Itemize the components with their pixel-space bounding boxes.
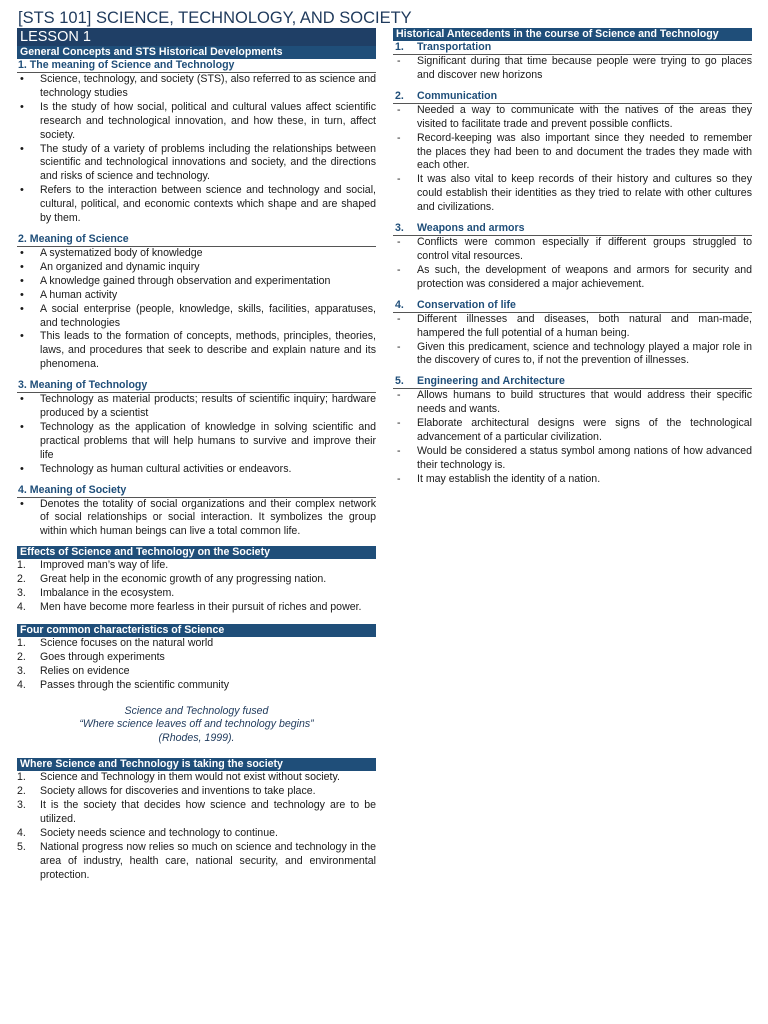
general-concepts-heading: General Concepts and STS Historical Developments xyxy=(17,46,376,59)
characteristics-list xyxy=(17,637,376,693)
bullet-list-technology xyxy=(17,393,376,476)
dash-list-engineering xyxy=(393,389,752,486)
lesson-heading: LESSON 1 xyxy=(17,28,376,46)
historical-antecedents-heading: Historical Antecedents in the course of Science and Technology xyxy=(393,28,752,41)
list-item: • Refers to the interaction between science and technology and social, cultural, political, and economic contexts which shape and are shaped by them. xyxy=(17,184,376,226)
list-item: 2. Goes through experiments xyxy=(17,650,165,663)
bullet-list-science xyxy=(17,247,376,372)
list-item: • The study of a variety of problems including the relationships between scientific and technological innovations and society, and the directions and risks of science and technology. xyxy=(17,143,376,185)
list-item: - It was also vital to keep records of their history and cultures so they could establish their identities as they tried to relate with other cultures and civilizations. xyxy=(393,173,752,215)
list-item: 1. Science focuses on the natural world xyxy=(17,636,214,649)
list-item: - Record-keeping was also important since they needed to remember the places they had been to and document the trades they made with each other. xyxy=(393,132,752,174)
list-item: - Would be considered a status symbol among nations of how advanced their technology is. xyxy=(393,445,752,473)
where-list xyxy=(17,771,376,882)
quote-block xyxy=(17,705,376,747)
effects-list xyxy=(17,559,376,615)
list-item: • A knowledge gained through observation and experimentation xyxy=(17,275,376,289)
list-item: • A systematized body of knowledge xyxy=(17,247,376,261)
list-item: - Needed a way to communicate with the natives of the areas they visited to facilitate trade and prevent possible conflicts. xyxy=(393,104,752,132)
list-item: 4. Society needs science and technology to continue. xyxy=(17,826,278,839)
section-heading-weapons: 3. Weapons and armors xyxy=(393,222,752,236)
list-item: 1. Improved man’s way of life. xyxy=(17,559,169,572)
list-item: • This leads to the formation of concepts, methods, principles, theories, laws, and procedures that seek to describe and explain nature and its phenomena. xyxy=(17,330,376,372)
effects-heading: Effects of Science and Technology on the Society xyxy=(17,546,376,559)
where-heading: Where Science and Technology is taking the society xyxy=(17,758,376,771)
left-column xyxy=(17,28,376,883)
list-item: - As such, the development of weapons and armors for security and protection was considered a major achievement. xyxy=(393,264,752,292)
list-item: - Different illnesses and diseases, both natural and man-made, hampered the full potential of a human being. xyxy=(393,313,752,341)
list-item: 5. National progress now relies so much on science and technology in the area of industry, health care, national security, and environmental protection. xyxy=(17,840,376,881)
list-item: • Technology as the application of knowledge in solving scientific and practical problems that will help humans to survive and improve their life xyxy=(17,421,376,463)
section-heading-communication: 2. Communication xyxy=(393,90,752,104)
section-heading-science-technology: 1. The meaning of Science and Technology xyxy=(17,59,376,73)
right-column xyxy=(393,28,752,487)
page-title: [STS 101] SCIENCE, TECHNOLOGY, AND SOCIETY xyxy=(18,9,412,27)
dash-list-communication xyxy=(393,104,752,215)
bullet-list-society xyxy=(17,498,376,540)
list-item: • An organized and dynamic inquiry xyxy=(17,261,376,275)
list-item: 2. Society allows for discoveries and inventions to take place. xyxy=(17,785,316,798)
list-item: 3. It is the society that decides how science and technology are to be utilized. xyxy=(17,799,376,825)
list-item: 4. Passes through the scientific community xyxy=(17,678,230,691)
list-item: 3. Relies on evidence xyxy=(17,664,130,677)
list-item: - It may establish the identity of a nation. xyxy=(393,473,752,487)
list-item: • Denotes the totality of social organizations and their complex network of social relationships or social interaction. It symbolizes the group within which human beings can live a total common life. xyxy=(17,498,376,540)
dash-list-conservation xyxy=(393,313,752,369)
section-heading-technology: 3. Meaning of Technology xyxy=(17,379,376,393)
list-item: - Given this predicament, science and technology played a major role in the discovery of cures to, if not the prevention of illnesses. xyxy=(393,341,752,369)
characteristics-heading: Four common characteristics of Science xyxy=(17,624,376,637)
dash-list-transportation xyxy=(393,55,752,83)
quote-citation: (Rhodes, 1999). xyxy=(158,732,235,745)
list-item: - Significant during that time because people were trying to go places and discover new horizons xyxy=(393,55,752,83)
section-heading-society: 4. Meaning of Society xyxy=(17,484,376,498)
list-item: 2. Great help in the economic growth of any progressing nation. xyxy=(17,573,327,586)
section-heading-conservation: 4. Conservation of life xyxy=(393,299,752,313)
bullet-list-sts xyxy=(17,73,376,226)
section-heading-transportation: 1. Transportation xyxy=(393,41,752,55)
list-item: 3. Imbalance in the ecosystem. xyxy=(17,587,175,600)
list-item: - Elaborate architectural designs were signs of the technological advancement of a particular civilization. xyxy=(393,417,752,445)
list-item: • A human activity xyxy=(17,289,376,303)
list-item: - Allows humans to build structures that would address their specific needs and wants. xyxy=(393,389,752,417)
section-heading-science: 2. Meaning of Science xyxy=(17,233,376,247)
list-item: • A social enterprise (people, knowledge, skills, facilities, apparatuses, and technologies xyxy=(17,303,376,331)
quote-line: “Where science leaves off and technology begins” xyxy=(79,718,314,731)
list-item: • Science, technology, and society (STS), also referred to as science and technology studies xyxy=(17,73,376,101)
dash-list-weapons xyxy=(393,236,752,292)
list-item: • Is the study of how social, political and cultural values affect scientific research and technological innovation, and how these, in turn, affect society. xyxy=(17,101,376,143)
quote-line: Science and Technology fused xyxy=(124,704,269,717)
list-item: 4. Men have become more fearless in their pursuit of riches and power. xyxy=(17,601,362,613)
section-heading-engineering: 5. Engineering and Architecture xyxy=(393,375,752,389)
list-item: 1. Science and Technology in them would not exist without society. xyxy=(17,771,340,784)
list-item: • Technology as material products; results of scientific inquiry; hardware produced by a scientist xyxy=(17,393,376,421)
list-item: • Technology as human cultural activities or endeavors. xyxy=(17,463,376,477)
list-item: - Conflicts were common especially if different groups struggled to control vital resources. xyxy=(393,236,752,264)
